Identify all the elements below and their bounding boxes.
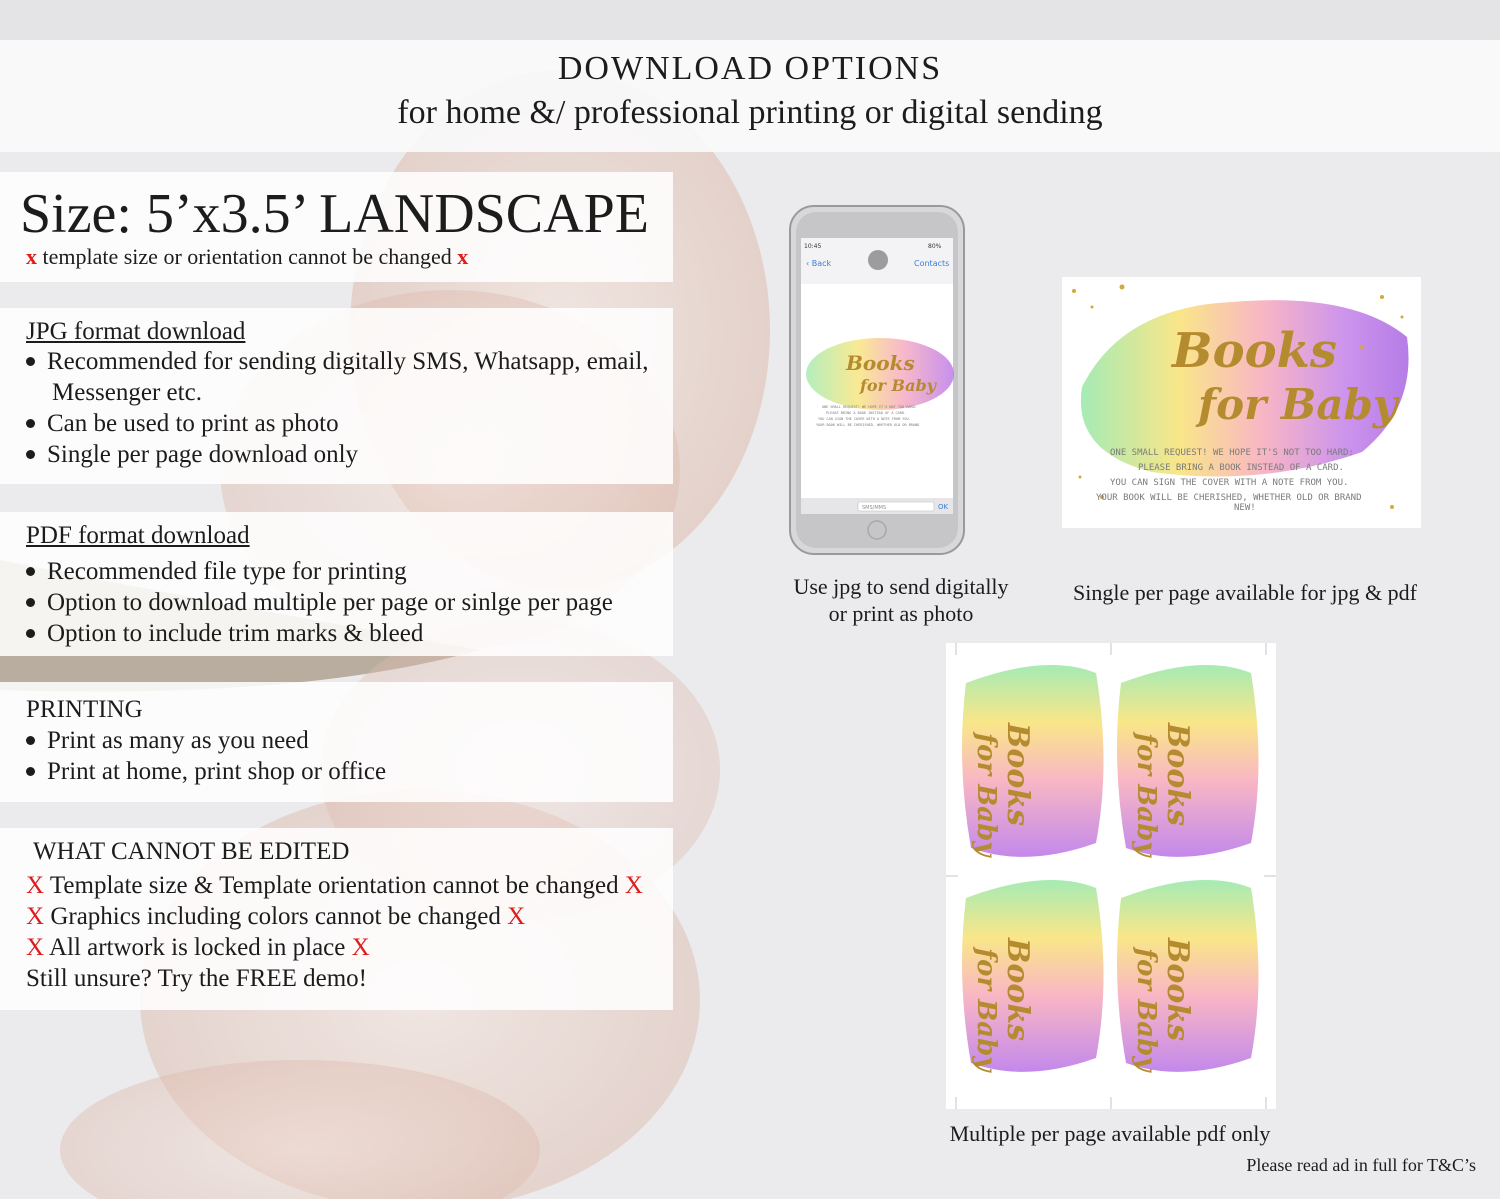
phone-battery: 80% [928,243,942,250]
header-title: DOWNLOAD OPTIONS [557,50,943,87]
sms-placeholder: SMS/MMS [862,505,887,511]
phone-caption-1: Use jpg to send digitally [793,574,1009,599]
back-link[interactable]: ‹ Back [806,259,832,268]
phone-time: 10:45 [804,243,822,250]
mini-card [962,665,1104,858]
red-x-mark: X [351,934,370,961]
pdf-item: Recommended file type for printing [26,558,407,586]
card-title: Books [1172,323,1337,379]
size-note-text: template size or orientation cannot be changed [42,244,452,269]
bullet-icon [26,736,35,745]
printing-item: Print at home, print shop or office [26,758,386,786]
contacts-link[interactable]: Contacts [914,259,950,268]
cannot-edit-item: X Template size & Template orientation cannot be changed X [26,872,643,899]
printing-panel [0,682,673,802]
card-line: PLEASE BRING A BOOK INSTEAD OF A CARD. [1138,463,1344,473]
contact-avatar-icon [868,250,888,270]
download-options-header [0,40,1500,152]
phone-caption-2: or print as photo [828,601,974,626]
cannot-edit-item: X All artwork is locked in place X [26,934,370,961]
card-title-2: for Baby [1198,380,1398,429]
bullet-icon [26,450,35,459]
red-x-mark: X [26,934,45,961]
cannot-edit-item: X Graphics including colors cannot be changed X [26,903,526,930]
jpg-item: Recommended for sending digitally SMS, Whatsapp, email, [26,348,649,376]
phone-card-line: ONE SMALL REQUEST! WE HOPE IT'S NOT TOO HARD: [822,405,917,409]
bullet-icon [26,419,35,428]
mini-card [1117,665,1259,858]
single-card-preview [1062,277,1421,528]
mini-card-title-2: for Baby [971,948,1001,1072]
jpg-panel [0,308,673,484]
ok-button[interactable]: OK [938,503,949,511]
jpg-item: Can be used to print as photo [26,410,339,438]
phone-card-line: YOU CAN SIGN THE COVER WITH A NOTE FROM YOU. [818,417,911,421]
phone-card-title-2: for Baby [860,376,936,395]
size-title: Size: 5’x3.5’ LANDSCAPE [20,183,649,245]
mini-card-title: Books [1160,723,1195,827]
multi-card-sheet-preview [946,643,1276,1109]
multi-caption: Multiple per page available pdf only [949,1121,1271,1146]
mini-card-title: Books [1000,938,1035,1042]
single-caption: Single per page available for jpg & pdf [1073,580,1417,605]
card-line: YOUR BOOK WILL BE CHERISHED, WHETHER OLD OR BRAND [1096,493,1362,503]
jpg-title: JPG format download [26,318,246,345]
red-x-mark: X [26,872,45,899]
mini-card [962,880,1104,1073]
header-subtitle: for home &/ professional printing or digital sending [397,94,1103,131]
jpg-item: Single per page download only [26,441,358,469]
demo-text: Still unsure? Try the FREE demo! [26,965,367,992]
printing-title: PRINTING [26,696,143,723]
top-strip [0,0,1500,40]
red-x-mark: X [26,903,45,930]
card-line: NEW! [1234,503,1256,513]
red-x-mark: x [26,244,37,269]
card-line: YOU CAN SIGN THE COVER WITH A NOTE FROM YOU. [1110,478,1349,488]
pdf-item: Option to include trim marks & bleed [26,620,423,648]
phone-mockup [788,204,966,556]
card-line: ONE SMALL REQUEST! WE HOPE IT'S NOT TOO HARD: [1110,448,1354,458]
mini-card-title-2: for Baby [1131,948,1161,1072]
size-panel [0,172,673,282]
mini-card-title: Books [1000,723,1035,827]
bullet-icon [26,767,35,776]
pdf-panel [0,512,673,656]
pdf-title: PDF format download [26,522,250,549]
mini-card-title: Books [1160,938,1195,1042]
phone-card-line: YOUR BOOK WILL BE CHERISHED, WHETHER OLD OR BRAND [816,423,920,427]
bullet-icon [26,629,35,638]
mini-card-title-2: for Baby [1131,733,1161,857]
pdf-item: Option to download multiple per page or sinlge per page [26,589,613,617]
bullet-icon [26,598,35,607]
red-x-mark: X [507,903,526,930]
bullet-icon [26,567,35,576]
cannot-edit-panel [0,828,673,1010]
jpg-item-continuation: Messenger etc. [52,379,202,406]
red-x-mark: X [624,872,643,899]
phone-card-line: PLEASE BRING A BOOK INSTEAD OF A CARD. [826,411,907,415]
cannot-edit-title: WHAT CANNOT BE EDITED [33,838,350,865]
printing-item: Print as many as you need [26,727,309,755]
phone-card-title: Books [846,351,915,375]
size-note [26,244,468,270]
mini-card [1117,880,1259,1073]
mini-card-title-2: for Baby [971,733,1001,857]
footer-note: Please read ad in full for T&C’s [1246,1155,1476,1175]
red-x-mark: x [457,244,469,269]
bullet-icon [26,357,35,366]
